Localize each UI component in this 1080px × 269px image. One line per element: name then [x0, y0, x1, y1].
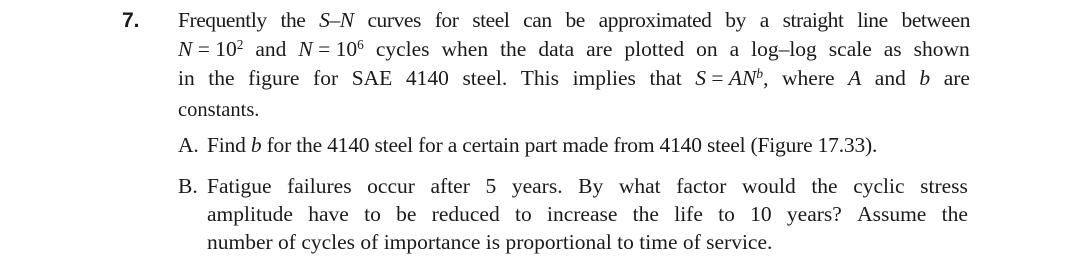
word: are: [586, 37, 613, 61]
word: and: [255, 37, 287, 61]
word: and: [874, 66, 906, 90]
part-b-line-2: [207, 200, 968, 228]
word: Frequently: [178, 8, 267, 32]
word: amplitude: [207, 202, 293, 226]
problem-parts: [178, 131, 968, 256]
word: stress: [920, 174, 968, 198]
word: implies: [572, 66, 636, 90]
word: cycles: [375, 37, 430, 61]
part-b: [178, 172, 968, 256]
word: years.: [511, 174, 563, 198]
word: [919, 64, 930, 93]
word: cyclic: [853, 174, 905, 198]
word: approximated: [598, 8, 712, 32]
word: can: [523, 8, 552, 32]
word: factor: [676, 174, 727, 198]
word: are: [943, 66, 970, 90]
statement-line-4: [178, 96, 970, 125]
word: reduced: [431, 202, 500, 226]
math-n-low: $N = 10^2$: [178, 36, 244, 61]
part-a-text: Find b for the 4140 steel for a certain part made from 4140 steel (Figure 17.33).: [207, 133, 878, 157]
word: plotted: [624, 37, 685, 61]
problem-number: 7.: [122, 9, 140, 32]
part-a-label: A.: [178, 133, 199, 157]
word: Assume: [857, 202, 927, 226]
statement-line-1: [178, 6, 970, 35]
word: to: [364, 202, 381, 226]
word: for: [434, 8, 459, 32]
statement-line-2: [178, 35, 970, 64]
word: to: [514, 202, 532, 226]
word: in: [178, 66, 195, 90]
problem-statement: [178, 6, 970, 125]
word: occur: [367, 174, 415, 198]
word: be: [565, 8, 585, 32]
word: by: [725, 8, 746, 32]
statement-line-3: [178, 64, 970, 93]
word: a: [729, 37, 740, 61]
word: number of cycles of importance is proportional to time of service.: [207, 230, 773, 254]
math-power-law: $S = AN^b$,: [695, 65, 769, 90]
word: SAE: [351, 66, 393, 90]
word: the: [500, 37, 527, 61]
part-b-label: B.: [178, 174, 198, 198]
word: a: [759, 8, 769, 32]
word: figure: [248, 66, 300, 90]
word: years?: [786, 202, 842, 226]
word: would: [741, 174, 796, 198]
word: data: [538, 37, 575, 61]
math-n-high: $N = 10^6$: [298, 36, 364, 61]
word: By: [578, 174, 604, 198]
word: [848, 64, 861, 93]
word: steel.: [462, 66, 508, 90]
word: 5: [485, 174, 497, 198]
word: after: [430, 174, 470, 198]
word: where: [782, 66, 835, 90]
word: [319, 6, 354, 35]
word: increase: [546, 202, 618, 226]
word: on: [696, 37, 718, 61]
word: be: [396, 202, 417, 226]
word: the: [208, 66, 235, 90]
word: as: [883, 37, 902, 61]
word: what: [618, 174, 661, 198]
constant-a: A: [848, 66, 862, 90]
constant-b: b: [919, 66, 931, 90]
word: Fatigue: [207, 174, 272, 198]
word: steel: [472, 8, 510, 32]
part-b-text: [207, 172, 968, 256]
word: line: [857, 8, 888, 32]
word: constants.: [178, 99, 260, 121]
word: straight: [782, 8, 844, 32]
word: failures: [287, 174, 352, 198]
word: have: [308, 202, 349, 226]
word: 4140: [405, 66, 449, 90]
word: between: [901, 8, 970, 32]
sn-symbol: S–N: [319, 8, 354, 32]
word: to: [718, 202, 735, 226]
word: curves: [367, 8, 421, 32]
part-b-line-3: [207, 228, 968, 256]
word: when: [441, 37, 489, 61]
word: for: [313, 66, 339, 90]
word: the: [280, 8, 306, 32]
part-a: [178, 131, 968, 160]
word: that: [649, 66, 682, 90]
word: shown: [913, 37, 970, 61]
word: 10: [750, 202, 772, 226]
word: scale: [828, 37, 872, 61]
part-b-line-1: [207, 172, 968, 200]
word: the: [811, 174, 838, 198]
word: the: [632, 202, 659, 226]
word: the: [941, 202, 968, 226]
word: log–log: [751, 37, 817, 61]
word: life: [674, 202, 703, 226]
word: This: [520, 66, 560, 90]
